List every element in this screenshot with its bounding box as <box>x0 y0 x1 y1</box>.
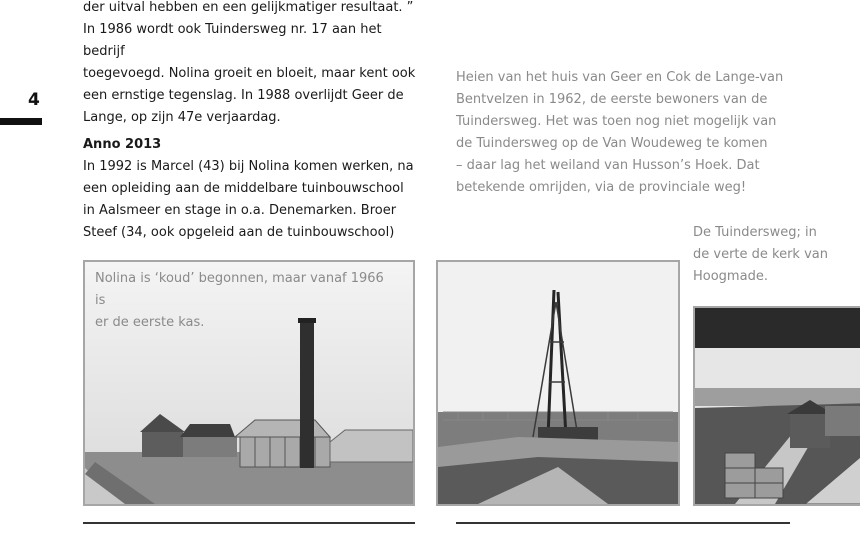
article-line: In 1992 is Marcel (43) bij Nolina komen werken, na <box>83 159 414 174</box>
tuindersweg-photo <box>693 306 860 506</box>
article-line: een opleiding aan de middelbare tuinbouwschool <box>83 181 404 196</box>
article-line: in Aalsmeer en stage in o.a. Denemarken. Broer <box>83 203 397 218</box>
article-text-top <box>83 0 423 129</box>
caption-line: Bentvelzen in 1962, de eerste bewoners van de <box>456 92 768 107</box>
caption-line: betekende omrijden, via de provinciale weg! <box>456 180 747 195</box>
caption-line: Tuindersweg. Het was toen nog niet mogelijk van <box>456 114 777 129</box>
bottom-divider-left <box>83 522 415 524</box>
tuindersweg-image <box>695 308 860 504</box>
caption-line: – daar lag het weiland van Husson’s Hoek. Dat <box>456 158 760 173</box>
caption-line: de Tuindersweg op de Van Woudeweg te komen <box>456 136 768 151</box>
caption-line: de verte de kerk van <box>693 247 828 262</box>
article-line: Lange, op zijn 47e verjaardag. <box>83 110 281 125</box>
article-line: toegevoegd. Nolina groeit en bloeit, maar kent ook <box>83 66 416 81</box>
nolina-photo-caption <box>95 268 395 334</box>
page-number: 4 <box>28 90 40 110</box>
pile-driver-photo <box>436 260 680 506</box>
caption-line: Heien van het huis van Geer en Cok de Lange-van <box>456 70 784 85</box>
tuindersweg-caption <box>693 222 860 288</box>
article-line: Steef (34, ook opgeleid aan de tuinbouwschool) <box>83 225 395 240</box>
article-section-anno-2013 <box>83 134 423 244</box>
pile-driving-caption <box>456 67 796 199</box>
bottom-divider-right <box>456 522 790 524</box>
article-line: In 1986 wordt ook Tuindersweg nr. 17 aan het bedrijf <box>83 22 382 59</box>
caption-line: De Tuindersweg; in <box>693 225 817 240</box>
nursery-chimney-photo <box>83 260 415 506</box>
caption-line: er de eerste kas. <box>95 315 205 330</box>
article-line: een ernstige tegenslag. In 1988 overlijdt Geer de <box>83 88 404 103</box>
page-number-bar <box>0 118 42 125</box>
section-heading: Anno 2013 <box>83 137 162 152</box>
caption-line: Hoogmade. <box>693 269 768 284</box>
pile-driver-image <box>438 262 678 504</box>
caption-line: Nolina is ‘koud’ begonnen, maar vanaf 1966 is <box>95 271 384 308</box>
article-line: der uitval hebben en een gelijkmatiger resultaat. ” <box>83 0 414 15</box>
